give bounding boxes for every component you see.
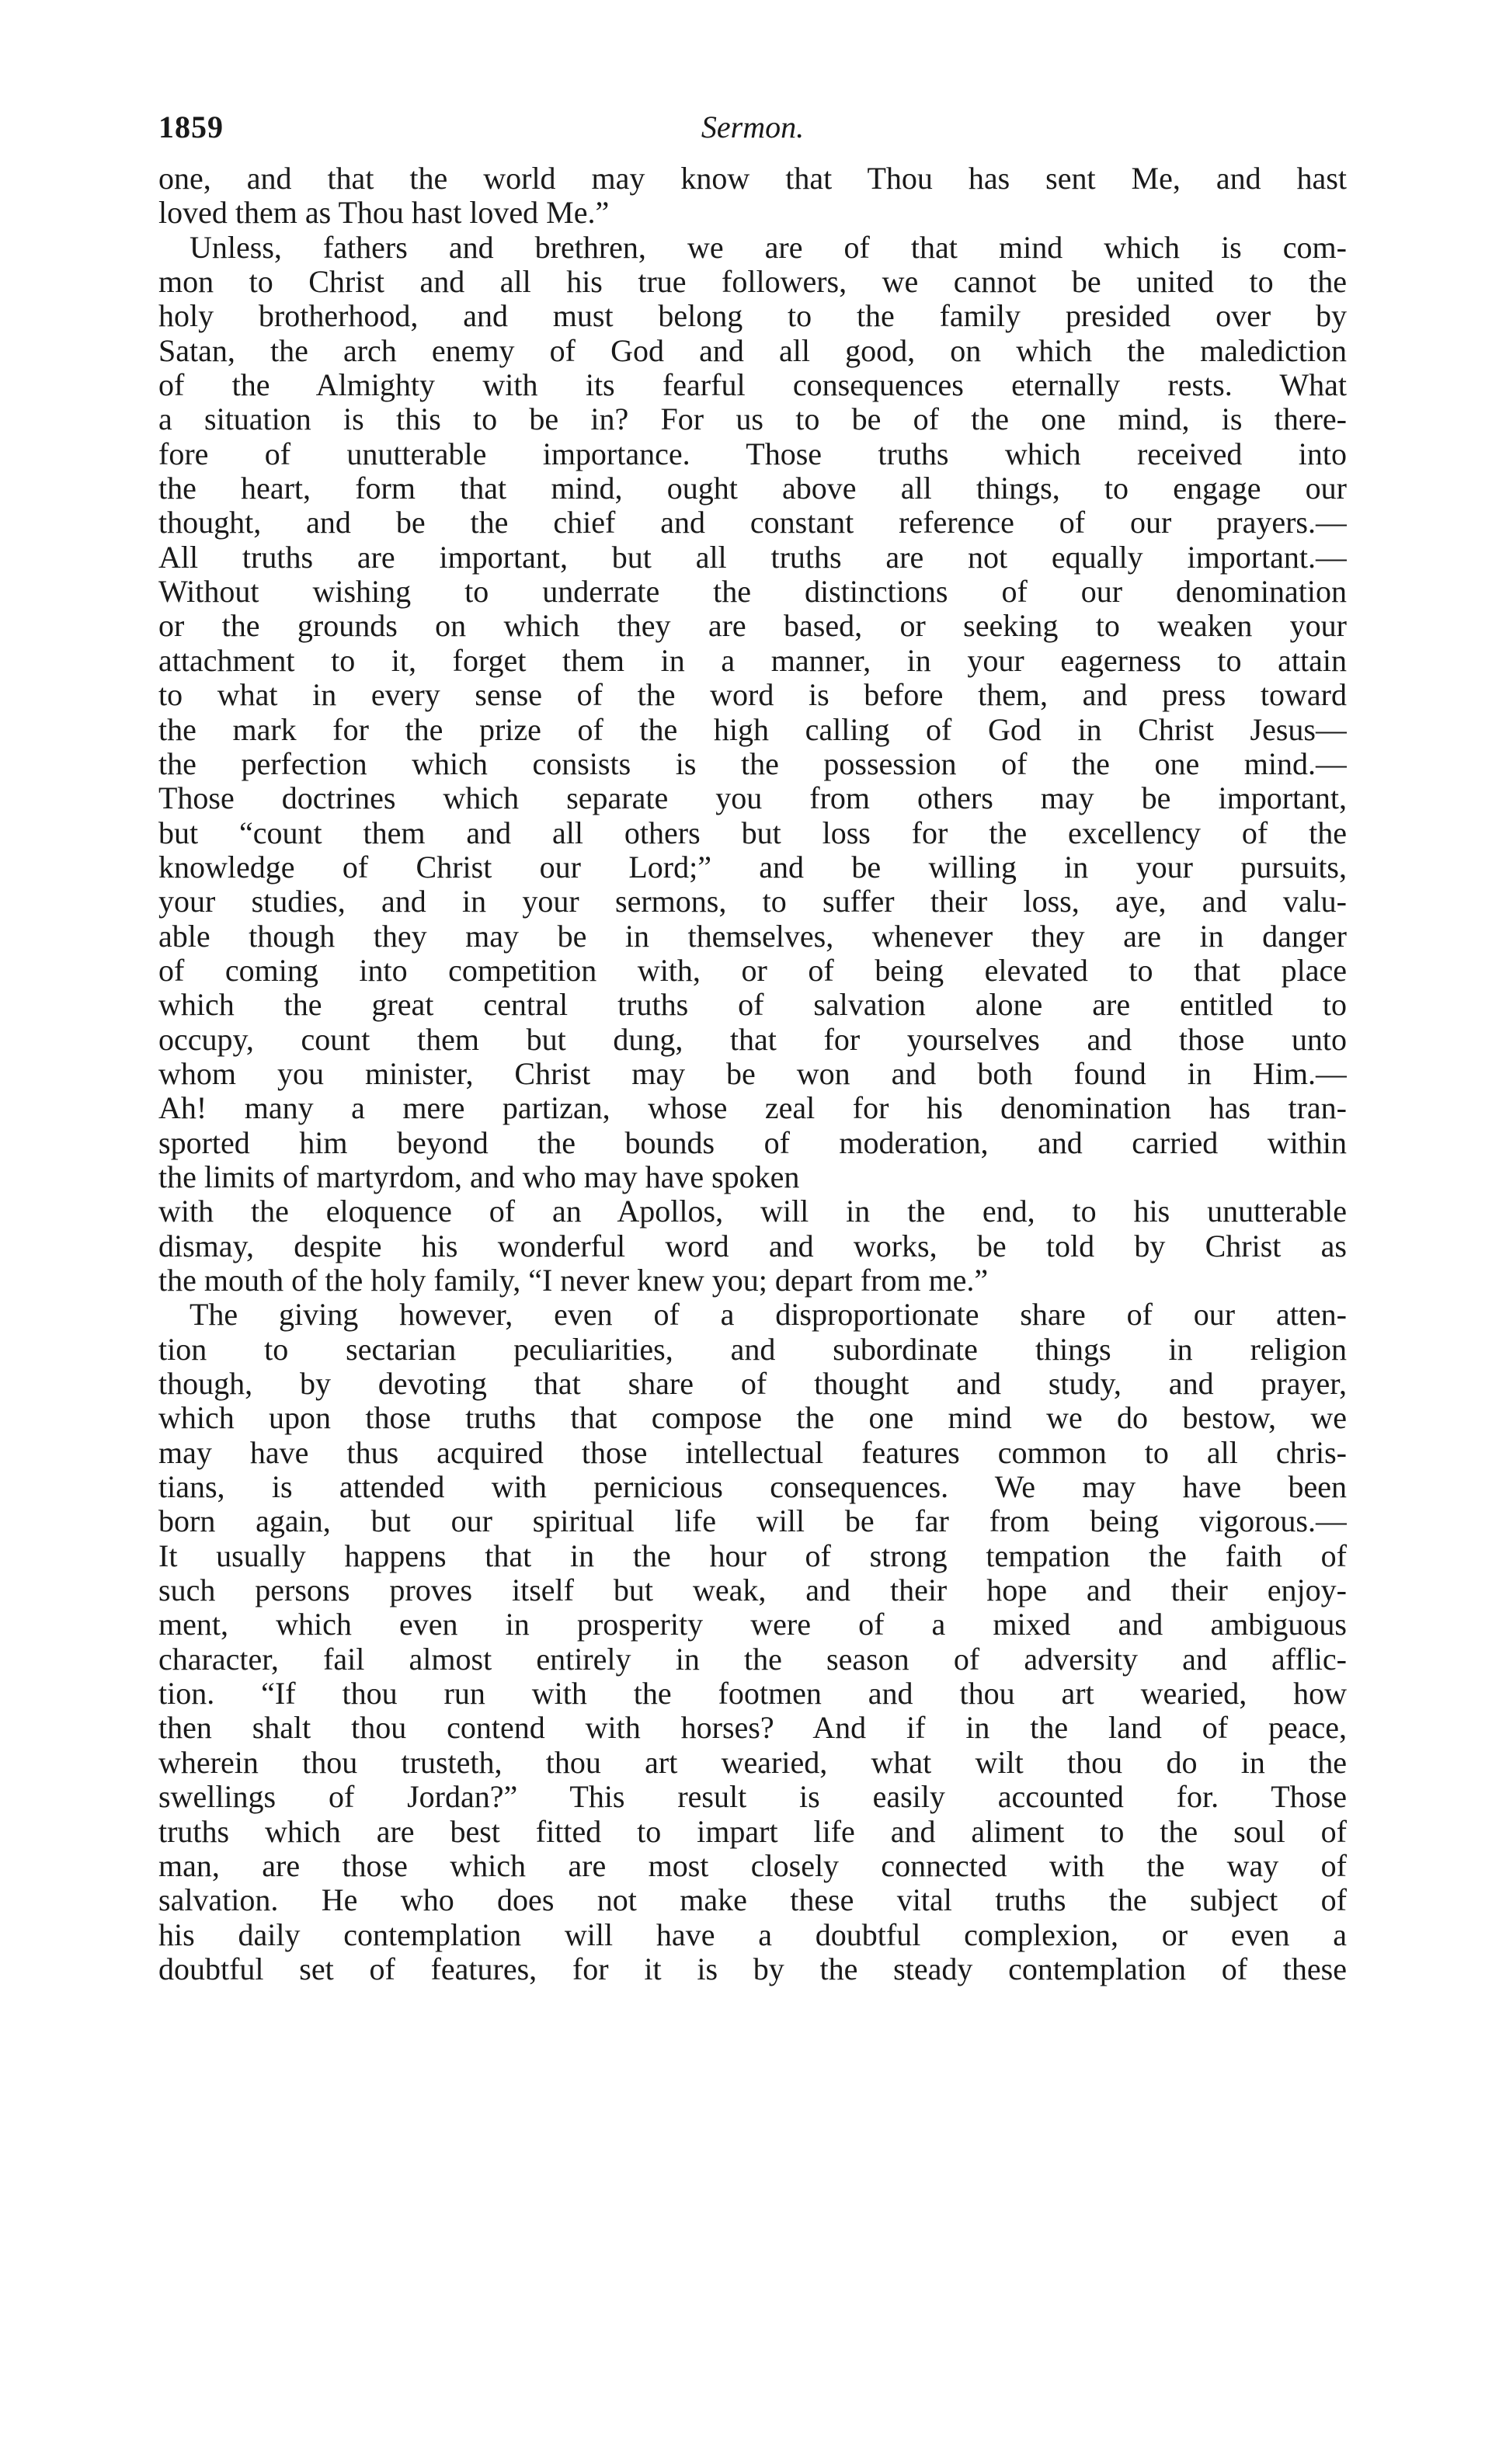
text-line: tion to sectarian peculiarities, and subordinate things in religion	[158, 1332, 1347, 1367]
text-line: which upon those truths that compose the one mind we do bestow, we	[158, 1401, 1347, 1436]
running-title: Sermon.	[701, 109, 805, 144]
text-line: thought, and be the chief and constant reference of our prayers.—	[158, 506, 1347, 540]
text-line: the perfection which consists is the possession of the one mind.—	[158, 746, 1347, 781]
text-line: his daily contemplation will have a doubtful complexion, or even a	[158, 1917, 1347, 1952]
text-line: a situation is this to be in? For us to be of the one mind, is there-	[158, 402, 1347, 437]
text-line: knowledge of Christ our Lord;” and be willing in your pursuits,	[158, 850, 1347, 884]
text-line: may have thus acquired those intellectual features common to all chris-	[158, 1435, 1347, 1470]
text-line: then shalt thou contend with horses? And if in the land of peace,	[158, 1711, 1347, 1746]
text-line: ment, which even in prosperity were of a mixed and ambiguous	[158, 1607, 1347, 1642]
sermon-body-text	[158, 162, 1347, 1986]
text-line: All truths are important, but all truths are not equally important.—	[158, 540, 1347, 575]
text-line: sported him beyond the bounds of moderation, and carried within	[158, 1125, 1347, 1160]
text-line: the mark for the prize of the high calling of God in Christ Jesus—	[158, 712, 1347, 747]
text-line: the limits of martyrdom, and who may have spoken	[158, 1159, 800, 1194]
text-line: born again, but our spiritual life will be far from being vigorous.—	[158, 1504, 1347, 1539]
text-line: dismay, despite his wonderful word and works, be told by Christ as	[158, 1229, 1347, 1263]
text-line: Without wishing to underrate the distinctions of our denomination	[158, 575, 1347, 610]
text-line: Unless, fathers and brethren, we are of that mind which is com-	[190, 230, 1347, 265]
page-number: 1859	[158, 109, 224, 144]
text-line: such persons proves itself but weak, and their hope and their enjoy-	[158, 1573, 1347, 1608]
text-line: Ah! many a mere partizan, whose zeal for his denomination has tran-	[158, 1091, 1347, 1126]
text-line: or the grounds on which they are based, or seeking to weaken your	[158, 609, 1347, 644]
text-line: truths which are best fitted to impart life and aliment to the soul of	[158, 1814, 1347, 1849]
text-line: one, and that the world may know that Thou has sent Me, and hast	[158, 162, 1347, 196]
text-line: the heart, form that mind, ought above all things, to engage our	[158, 471, 1347, 506]
text-line: It usually happens that in the hour of strong tempation the faith of	[158, 1538, 1347, 1573]
text-line: tians, is attended with pernicious consequences. We may have been	[158, 1470, 1347, 1505]
text-line: fore of unutterable importance. Those truths which received into	[158, 436, 1347, 471]
text-line: with the eloquence of an Apollos, will in the end, to his unutterable	[158, 1194, 1347, 1229]
text-line: wherein thou trusteth, thou art wearied, what wilt thou do in the	[158, 1745, 1347, 1780]
text-line: of coming into competition with, or of being elevated to that place	[158, 953, 1347, 988]
text-line: to what in every sense of the word is before them, and press toward	[158, 678, 1347, 713]
text-line: The giving however, even of a disproportionate share of our atten-	[190, 1298, 1347, 1333]
text-line: your studies, and in your sermons, to suffer their loss, aye, and valu-	[158, 884, 1347, 919]
text-line: occupy, count them but dung, that for yourselves and those unto	[158, 1022, 1347, 1057]
text-line: of the Almighty with its fearful consequences eternally rests. What	[158, 368, 1347, 403]
text-line: mon to Christ and all his true followers, we cannot be united to the	[158, 265, 1347, 300]
text-line: tion. “If thou run with the footmen and thou art wearied, how	[158, 1677, 1347, 1712]
text-line: but “count them and all others but loss for the excellency of the	[158, 815, 1347, 850]
text-line: salvation. He who does not make these vital truths the subject of	[158, 1883, 1347, 1918]
text-line: attachment to it, forget them in a manner, in your eagerness to attain	[158, 643, 1347, 678]
text-line: character, fail almost entirely in the season of adversity and afflic-	[158, 1642, 1347, 1677]
text-line: whom you minister, Christ may be won and both found in Him.—	[158, 1056, 1347, 1091]
text-line: holy brotherhood, and must belong to the family presided over by	[158, 299, 1347, 334]
text-line: loved them as Thou hast loved Me.”	[158, 196, 610, 231]
text-line: man, are those which are most closely connected with the way of	[158, 1848, 1347, 1883]
text-line: the mouth of the holy family, “I never knew you; depart from me.”	[158, 1263, 989, 1298]
text-line: Those doctrines which separate you from others may be important,	[158, 781, 1347, 816]
text-line: Satan, the arch enemy of God and all good, on which the malediction	[158, 333, 1347, 368]
text-line: swellings of Jordan?” This result is easily accounted for. Those	[158, 1780, 1347, 1815]
text-line: which the great central truths of salvation alone are entitled to	[158, 988, 1347, 1023]
text-line: though, by devoting that share of thought and study, and prayer,	[158, 1367, 1347, 1402]
text-line: able though they may be in themselves, whenever they are in danger	[158, 919, 1347, 954]
running-head	[158, 109, 1347, 155]
text-line: doubtful set of features, for it is by the steady contemplation of these	[158, 1951, 1347, 1986]
